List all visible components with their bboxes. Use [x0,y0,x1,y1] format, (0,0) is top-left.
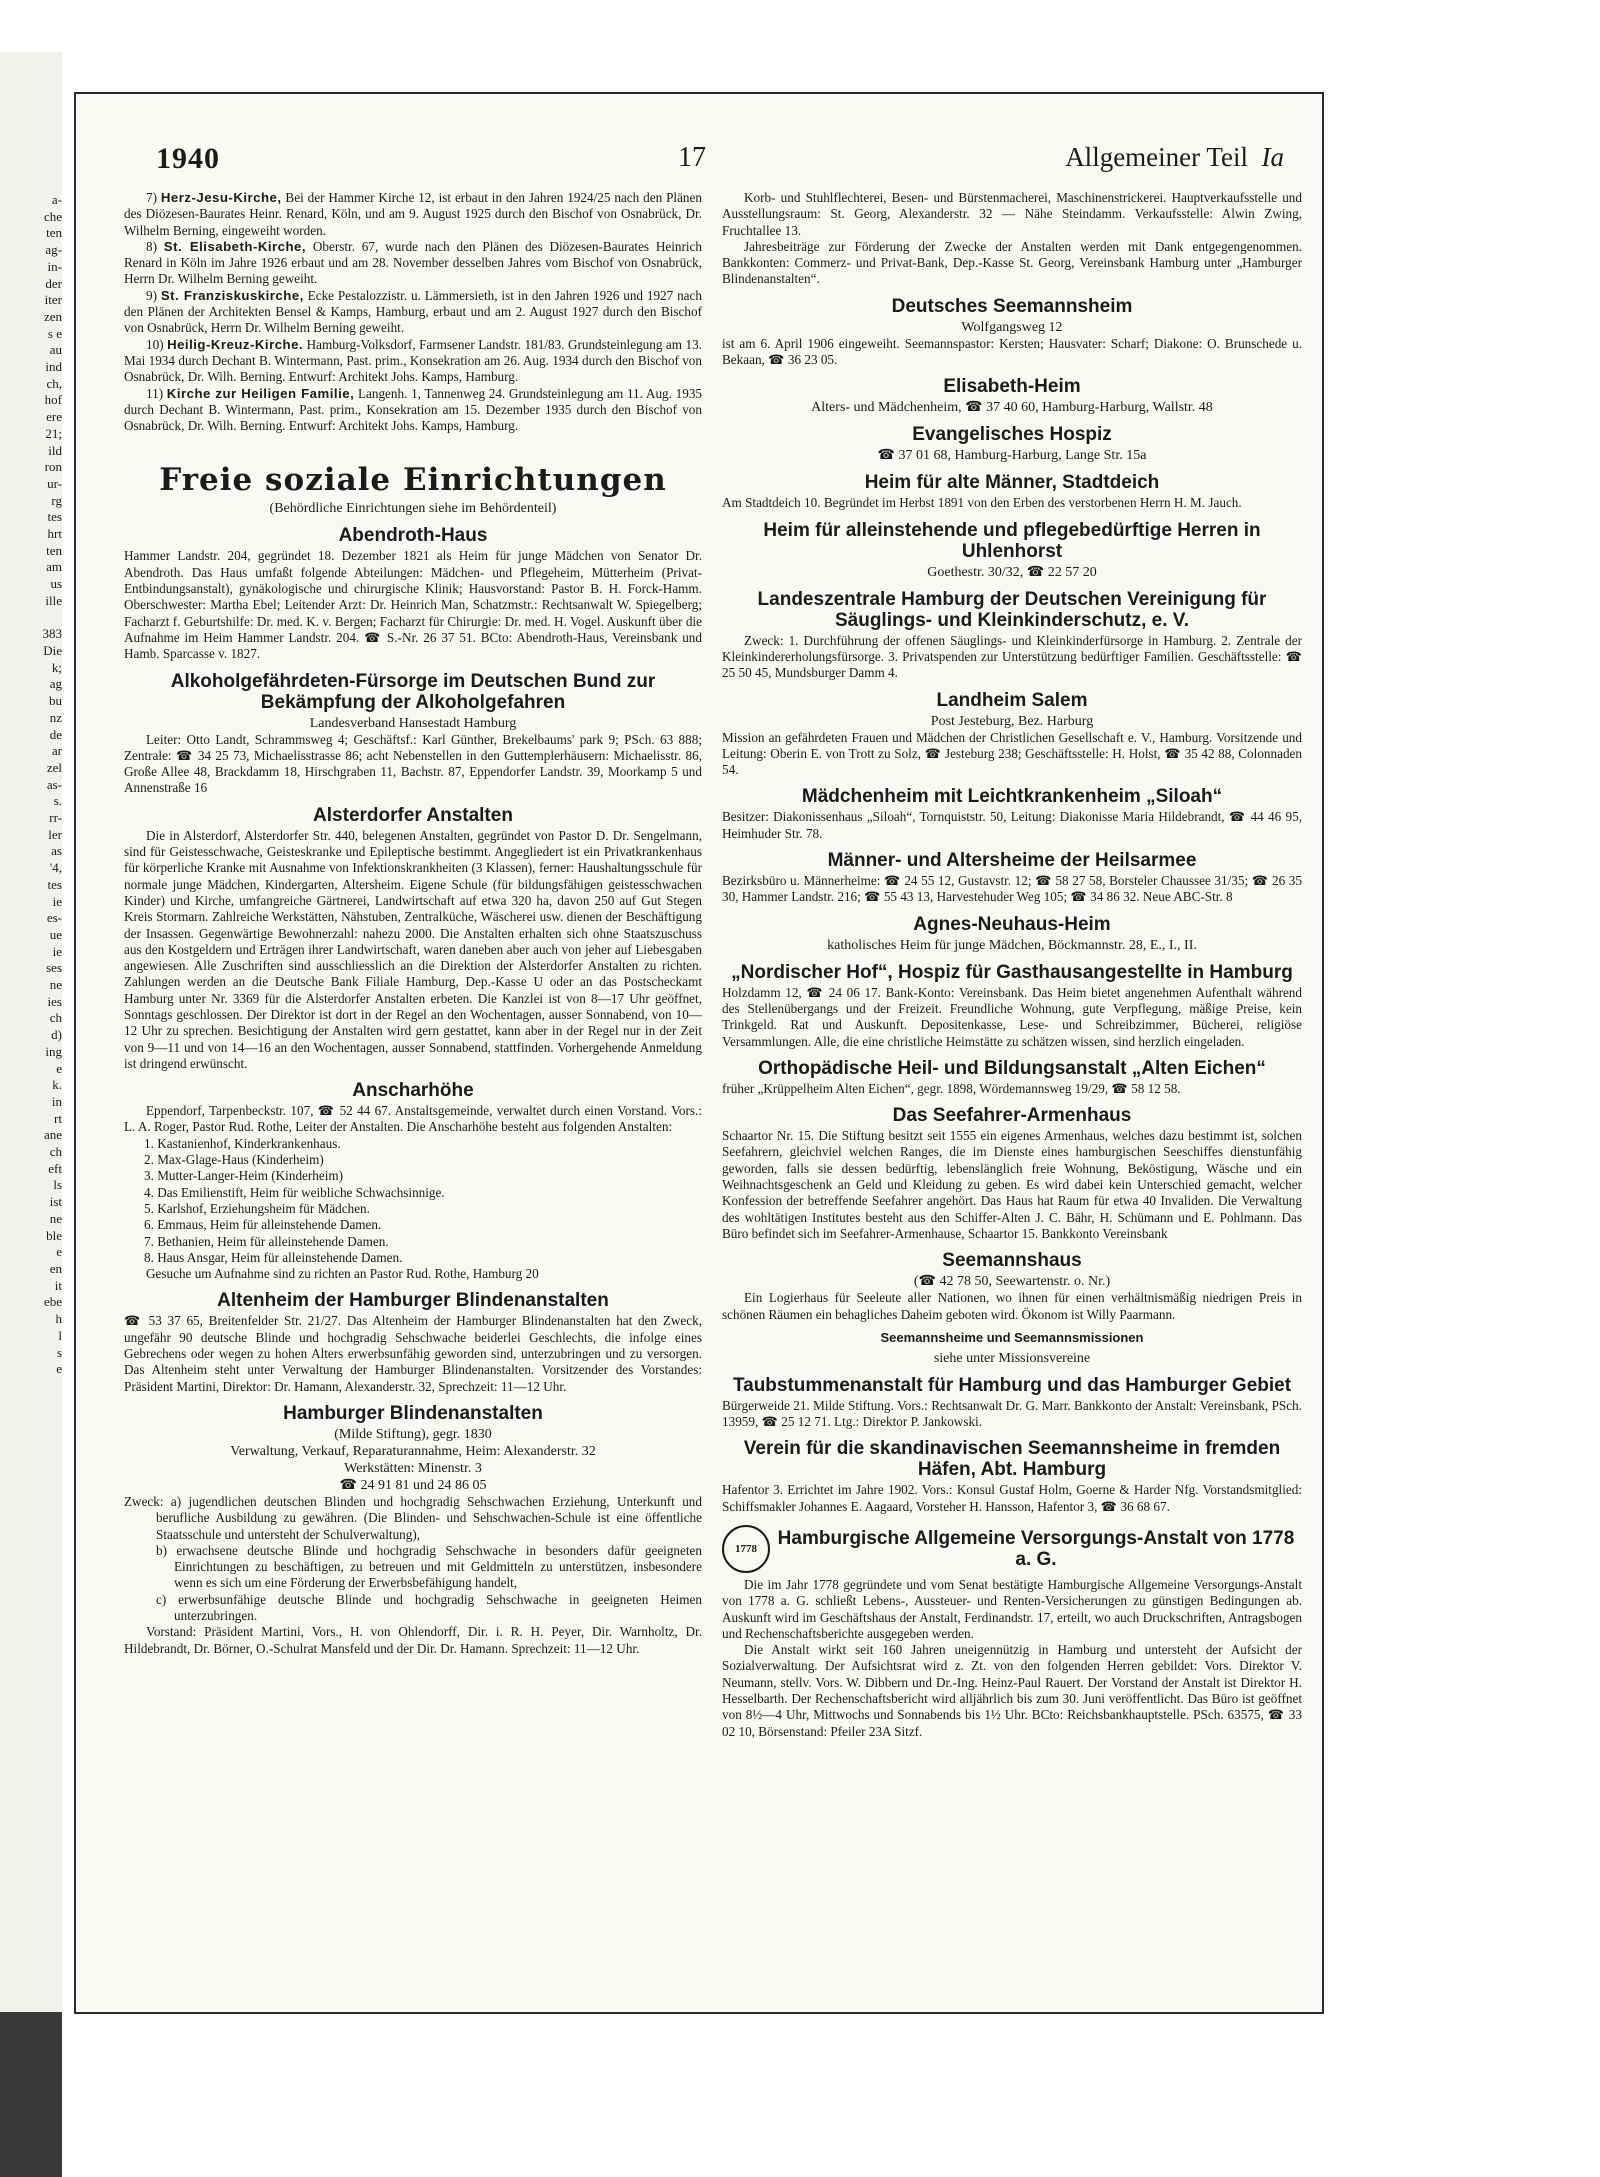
adjacent-page-fragment-line: ch, [46,375,62,391]
entry-church-7: 7) Herz-Jesu-Kirche, Bei der Hammer Kirche 12, ist erbaut in den Jahren 1924/25 nach den Plänen des Diözesen-Baurates Heinr. Renard, Köln, und am 9. August 1925 durch den Bischof von Osnabrück, Dr. Wilhelm Berning, eingeweiht worden. [124,190,702,238]
entry-title-alkohol: Alkoholgefährdeten-Fürsorge im Deutschen Bund zur Bekämpfung der Alkoholgefahren [170,670,656,713]
adjacent-page-fragment-line: ing [45,1043,62,1059]
entry-vorstand: Vorstand: Präsident Martini, Vors., H. von Ohlendorff, Dir. i. R. H. Peyer, Dir. Warnholtz, Dr. Hildebrandt, Dr. Börner, O.-Schulrat Mansfeld und der Dir. Dr. Hamann. Sprechzeit: 11—12 Uhr. [124,1624,702,1656]
adjacent-page-fragment-line: s [56,1344,62,1360]
entry-number: 8) [146,238,164,254]
entry-text-landeszentrale: Zweck: 1. Durchführung der offenen Säuglings- und Kleinkinderfürsorge in Hamburg. 2. Zentrale der Kleinkindererholungsfürsorge. 3. Privatspenden zur Unterstützung bedürftiger Familien. Geschäftsstelle: ☎ 25 50 45, Mundsburger Damm 4. [722,632,1302,681]
adjacent-page-fragment-line: ne [49,977,62,993]
entry-text-altenheim: ☎ 53 37 65, Breitenfelder Str. 21/27. Das Altenheim der Hamburger Blindenanstalten hat den Zweck, ungefähr 90 deutsche Blinde und hochgradig Sehschwache beiderlei Geschlechts, die infolge eines Gebrechens oder wegen zu hohen Alters erwerbsunfähig geworden sind, unterzubringen und zu versorgen. Das Altenheim steht unter Verwaltung der Hamburger Blindenanstalten. Vorsitzender des Vorstandes: Präsident Martini, Direktor: Dr. Hamann, Alexanderstr. 32, Sprechzeit: 11—12 Uhr. [124,1313,702,1394]
entry-title-alsterdorf: Alsterdorfer Anstalten [313,804,513,826]
adjacent-page-fragment-line: ag- [45,242,62,258]
church-name: Herz-Jesu-Kirche, [160,190,282,205]
adjacent-page-fragment-line: zel [46,759,62,775]
adjacent-page-fragment-line: h [55,1311,62,1327]
entry-continuation: Korb- und Stuhlflechterei, Besen- und Bürstenmacherei, Maschinenstrickerei. Hauptverkaufsstelle und Ausstellungsraum: St. Georg, Alexanderstr. 32 — Nähe Steindamm. Verkaufsstelle: Alwin Zwing, Fruchtallee 13. [722,190,1302,238]
entry-title-anschar: Anscharhöhe [352,1080,474,1102]
entry-text-abendroth: Hammer Landstr. 204, gegründet 18. Dezember 1821 als Heim für junge Mädchen von Senator Dr. Abendroth. Das Haus umfaßt folgende Abteilungen: Mädchen- und Pflegeheim, Mütterheim (Privat-Entbindungsanstalt), gynäkologische und chirurgische Klinik; Hausvorstand: Pastor B. H. Forck-Hamm. Oberschwester: Martha Ebel; Leitender Arzt: Dr. Heinrich Man, Schatzmstr.: Rechtsanwalt W. Spiegelberg; Facharzt f. Geburtshilfe: Dr. med. K. v. Bergen; Facharzt für Chirurgie: Dr. med. H. Vogel. Auskunft über die Aufnahme im Heim Hammer Landstr. 204. ☎ S.-Nr. 26 37 51. BCto: Abendroth-Haus, Vereinsbank und Hamb. Sparcasse v. 1827. [124,548,702,662]
section-title: Freie soziale Einrichtungen [159,462,667,499]
adjacent-page-fragment-line: in- [47,258,62,274]
entry-title-altenheim: Altenheim der Hamburger Blindenanstalten [217,1290,609,1312]
adjacent-page-fragment-line: ses [46,960,62,976]
adjacent-page-fragment-line [0,610,62,627]
entry-subtitle: siehe unter Missionsvereine [933,1350,1091,1366]
entry-text-elisabeth: Alters- und Mädchenheim, ☎ 37 40 60, Hamburg-Harburg, Wallstr. 48 [811,400,1213,416]
adjacent-page-fragment-line: eft [48,1160,62,1176]
adjacent-page-fragment-line: us [50,576,62,592]
adjacent-page-fragment-line: hof [44,392,62,408]
right-column [722,190,1302,1740]
adjacent-page-fragment-line: k. [52,1077,62,1093]
entry-text-nordischer-hof: Holzdamm 12, ☎ 24 06 17. Bank-Konto: Vereinsbank. Das Heim bietet angenehmen Aufenthalt während des Stellenübergangs und der Freizeit. Freundliche Wohnung, gute Verpflegung, mäßige Preise, kein Trinkgeld. Rat und Auskunft. Depositenkasse, Lese- und Schreibzimmer, Bücherei, religiöse Versammlungen. Alle, die eine christliche Heimstätte zu schätzen wissen, sind herzlich eingeladen. [722,984,1302,1049]
entry-title-heilsarmee: Männer- und Altersheime der Heilsarmee [827,850,1197,872]
adjacent-page-fragment-line: rr- [49,810,62,826]
entry-text-skandinavisch: Hafentor 3. Errichtet im Jahre 1902. Vors.: Konsul Gustaf Holm, Goerne & Harder Nfg. Vorstandsmitglied: Schiffsmakler Johannes E. Aagaard, Vorsteher H. Hansson, Hafentor 3, ☎ 36 68 67. [722,1482,1302,1514]
entry-church-11 [124,386,702,435]
adjacent-page-fragment-line: ind [45,359,62,375]
adjacent-page-fragment-line: e [56,1361,62,1377]
entry-subtitle: (Milde Stiftung), gegr. 1830 [334,1426,492,1442]
adjacent-page-fragment-line: ue [49,926,62,942]
list-item: 1. Kastanienhof, Kinderkrankenhaus. [144,1135,341,1151]
adjacent-page-fragment-line: ebe [43,1294,62,1310]
entry-title-salem: Landheim Salem [936,689,1088,711]
entry-title-elisabeth: Elisabeth-Heim [943,376,1081,398]
entry-title-alte-maenner: Heim für alte Männer, Stadtdeich [864,472,1160,494]
adjacent-page-fragment-line: am [46,559,62,575]
header-title-suffix: Ia [1261,142,1284,172]
entry-title-seemannsheim: Deutsches Seemannsheim [891,295,1133,317]
adjacent-page-fragment-line: ron [44,459,62,475]
entry-subtitle-alkohol: Landesverband Hansestadt Hamburg [309,715,517,731]
entry-text-siloah: Besitzer: Diakonissenhaus „Siloah“, Tornquiststr. 50, Leitung: Diakonisse Maria Hildebrandt, ☎ 44 46 95, Heimhuder Str. 78. [722,809,1302,841]
church-name: St. Franziskuskirche, [160,287,304,303]
entry-text-hospiz: ☎ 37 01 68, Hamburg-Harburg, Lange Str. 15a [877,448,1147,464]
header-title [1065,142,1284,173]
entry-text-versorgung: Die Anstalt wirkt seit 160 Jahren uneigennützig in Hamburg und untersteht der Aufsicht der Sozialverwaltung. Der Aufsichtsrat wird z. Zt. von den folgenden Herren gebildet: Vors. Direktor V. Neumann, stellv. Vors. W. Dibbern und Dr.-Ing. Heinz-Paul Rauert. Der Vorstand der Anstalt ist Direktor H. Hesselbarth. Der Rechenschaftsbericht wird alljährlich bis zum 30. Juni veröffentlicht. Das Büro ist geöffnet von 8½—4 Uhr, Mittwochs und Sonnabends bis 1½ Uhr. BCto: Reichsbankhauptstelle. PSch. 63575, ☎ 33 02 10, Börsenstand: Pfeiler 23A Sitzf. [722,1642,1302,1739]
adjacent-page-fragment-line: ble [46,1227,62,1243]
adjacent-page-fragment-line: ar [51,743,62,759]
versorgung-heading [722,1525,1302,1573]
entry-text-alsterdorf: Die in Alsterdorf, Alsterdorfer Str. 440, belegenen Anstalten, gegründet von Pastor D. Dr. Sengelmann, sind für Geistesschwache, Geisteskranke und Epileptische bestimmt. Angegliedert ist ein Privatkrankenhaus für körperliche Kranke mit Ausnahme von Infektionskrankheiten (3 Klassen), ferner: Haushaltungsschule für normale junge Mädchen, Kindergarten, Altersheim. Eigene Schule (für bildungsfähigen geistesschwachen Kinder) und Kirche, umfangreiche Gärtnerei, Landwirtschaft auf etwa 320 ha, davon 250 auf Gut Stegen Kreis Stormarn. Zahlreiche Werkstätten, Nähstuben, Zentralküche, Wäscherei usw. dienen der Beschäftigung der Insassen. Gegenwärtige Bewohnerzahl: nahezu 2000. Die Anstalten erhalten sich ohne Staatszuschuss aus den Kostgeldern und Erträgen ihrer Landwirtschaft, waren daneben aber auch von jeher auf Liebesgaben angewiesen. Alle Zuschriften sind ausschliesslich an die Direktion der Alsterdorfer Anstalten zu richten. Zahlungen werden an die Deutsche Bank Filiale Hamburg, Dep.-Kasse U oder an das Postscheckamt Hamburg unter Nr. 3369 für die Alsterdorfer Anstalten erbeten. Die Kanzlei ist von 8—17 Uhr geöffnet, Sonntags geschlossen. Der Direktor ist dort in der Regel an den Wochentagen, ausser Sonnabend, von 10—12 Uhr zu sprechen. Besichtigung der Anstalten wird gern gestattet, kann aber in der Regel nur in der Zeit von 9—11 und von 14—16 an den Wochentagen, ausser Sonnabend, stattfinden. Vorhergehende Anmeldung ist dringend erwünscht. [124,827,702,1071]
adjacent-page-fragment-line: ist [49,1194,62,1210]
entry-title-agnes: Agnes-Neuhaus-Heim [913,913,1111,935]
page-header [156,142,1306,182]
entry-number: 9) [146,287,161,303]
entry-zweck: b) erwachsene deutsche Blinde und hochgradig Sehschwache in besonders dafür geeigneten Einrichtungen zu beschäftigen, zu betreuen und mit Geldmitteln zu unterstützen, insbesondere wenn es sich um eine Förderung der Erwerbsbefähigung handelt, [156,1542,702,1591]
adjacent-page-fragment-line: au [49,342,62,358]
list-item: 3. Mutter-Langer-Heim (Kinderheim) [144,1168,344,1184]
entry-church-9 [124,288,702,337]
entry-title-seemannshaus: Seemannshaus [942,1250,1082,1272]
adjacent-page-fragment-line: ere [46,409,62,425]
adjacent-page-fragment-line: ch [49,1144,62,1160]
adjacent-page-fragment-line: ten [46,542,62,558]
adjacent-page-fragment-line: '4, [49,860,62,876]
entry-footer-anschar: Gesuche um Aufnahme sind zu richten an Pastor Rud. Rothe, Hamburg 20 [146,1266,539,1282]
entry-text: Bei der Hammer Kirche 12, ist erbaut in den Jahren 1924/25 nach den Plänen des Diözesen-Baurates Heinr. Renard, Köln, und am 9. August 1925 durch den Bischof von Osnabrück, Dr. Wilhelm Berning, eingeweiht worden. [124,190,702,238]
adjacent-page-fragment-line: ie [52,943,62,959]
entry-subtitle: Verwaltung, Verkauf, Reparaturannahme, Heim: Alexanderstr. 32 [230,1443,596,1459]
entry-continuation: Jahresbeiträge zur Förderung der Zwecke der Anstalten werden mit Dank entgegengenommen. Bankkonten: Commerz- und Privat-Bank, Dep.-Kasse St. Georg, Vereinsbank Hamburg unter „Hamburger Blindenanstalten“. [722,238,1302,287]
entry-text-seemannshaus: Ein Logierhaus für Seeleute aller Nationen, wo ihnen für einen verhältnismäßig niedrigen Preis in schönen Räumen ein behagliches Daheim geboten wird. Ökonom ist Willy Paarmann. [722,1290,1302,1322]
list-item: 7. Bethanien, Heim für alleinstehende Damen. [144,1233,389,1249]
section-subtitle: (Behördliche Einrichtungen siehe im Behördenteil) [269,501,557,517]
adjacent-page-fragment-line: zen [43,308,62,324]
adjacent-page-fragment-line: es- [46,910,62,926]
church-name: St. Elisabeth-Kirche, [163,238,307,254]
header-year: 1940 [156,142,220,175]
adjacent-page-fragment-line: ie [52,893,62,909]
adjacent-page-fragment-line: it [54,1277,62,1293]
entry-title-nordischer-hof: „Nordischer Hof“, Hospiz für Gasthausangestellte in Hamburg [731,961,1293,983]
adjacent-page-fragment-line: s e [47,325,62,341]
anschar-list [124,1136,702,1266]
entry-title-alten-eichen: Orthopädische Heil- und Bildungsanstalt „Alten Eichen“ [758,1057,1266,1079]
entry-zweck: c) erwerbsunfähige deutsche Blinde und hochgradig Sehschwache in geeigneten Heimen unterzubringen. [156,1591,702,1623]
adjacent-page-fragment-line: rg [51,492,62,508]
entry-title-taubstummen: Taubstummenanstalt für Hamburg und das Hamburger Gebiet [732,1374,1292,1396]
adjacent-page-fragment-line: bu [49,693,62,709]
adjacent-page-fragment-line: de [49,726,62,742]
adjacent-page-fragment-line: nz [49,709,62,725]
adjacent-page-fragment-line: k; [51,659,62,675]
entry-number: 11) [146,385,167,401]
adjacent-page-fragment-line: as- [46,776,62,792]
adjacent-page-fragment-line: tes [47,876,62,892]
adjacent-page-fragment-line: e [56,1060,62,1076]
adjacent-page-fragment-line: ls [53,1177,62,1193]
entry-text-uhlenhorst: Goethestr. 30/32, ☎ 22 57 20 [927,564,1097,580]
entry-text-taubstummen: Bürgerweide 21. Milde Stiftung. Vors.: Rechtsanwalt Dr. G. Marr. Bankkonto der Anstalt: Vereinsbank, PSch. 13959, ☎ 25 12 71. Ltg.: Direktor P. Jankowski. [722,1397,1302,1430]
list-item: 2. Max-Glage-Haus (Kinderheim) [144,1152,324,1168]
entry-text-alte-maenner: Am Stadtdeich 10. Begründet im Herbst 1891 von den Erben des verstorbenen Herrn H. M. Jauch. [722,495,1242,511]
entry-number: 10) [146,336,168,352]
list-item: 4. Das Emilienstift, Heim für weibliche Schwachsinnige. [144,1184,445,1200]
adjacent-page-fragment-line: 383 [42,626,62,642]
list-item: 8. Haus Ansgar, Heim für alleinstehende Damen. [144,1249,403,1265]
church-name: Heilig-Kreuz-Kirche. [167,336,304,352]
entry-title-siloah: Mädchenheim mit Leichtkrankenheim „Siloah“ [801,786,1223,808]
list-item: 5. Karlshof, Erziehungsheim für Mädchen. [144,1200,370,1216]
page-number: 17 [678,142,706,173]
adjacent-page-fragment-line: iter [44,292,62,308]
entry-text: Oberstr. 67, wurde nach den Plänen des Diözesen-Baurates Heinrich Renard in Köln im Jahre 1926 erbaut und am 28. November desselben Jahres vom Bischof von Osnabrück, Herrn Dr. Wilhelm Berning geweiht. [124,238,702,287]
entry-title-skandinavisch: Verein für die skandinavischen Seemannsheime in fremden Häfen, Abt. Hamburg [743,1438,1281,1481]
adjacent-page-fragment-line: a- [51,192,62,207]
entry-title-abendroth: Abendroth-Haus [338,525,488,547]
entry-text-alkohol: Leiter: Otto Landt, Schrammsweg 4; Geschäftsf.: Karl Günther, Brekelbaums' park 9; PSch. 63 888; Zentrale: ☎ 34 25 73, Michaelisstrasse 86; acht Nebenstellen in den Guttemplerhäusern: Michaelisstr. 86, Große Allee 48, Brackdamm 18, Hirschgraben 11, Bachstr. 87, Eppendorfer Landstr. 39, Moorkamp 5 und Annenstraße 16 [124,731,702,796]
adjacent-page-fragment-line: 21; [45,425,62,441]
entry-title-uhlenhorst: Heim für alleinstehende und pflegebedürftige Herren in Uhlenhorst [763,519,1261,562]
entry-subtitle: ☎ 24 91 81 und 24 86 05 [339,1477,487,1493]
adjacent-page-fragment-line: d) [51,1027,62,1043]
church-name: Kirche zur Heiligen Familie, [166,385,355,401]
adjacent-page-fragment-line: ler [48,826,62,842]
entry-subtitle: Post Jesteburg, Bez. Harburg [930,713,1094,729]
adjacent-page-fragment-line: tes [47,509,62,525]
adjacent-page-fragment-line: ild [48,442,62,458]
adjacent-page-fragment-line: ten [46,225,62,241]
adjacent-page-fragment-line: che [43,208,62,224]
entry-text-agnes: katholisches Heim für junge Mädchen, Böckmannstr. 28, E., I., II. [827,937,1197,953]
document-page [74,92,1324,2014]
adjacent-page-fragment-line: e [56,1244,62,1260]
entry-text: Hamburg-Volksdorf, Farmsener Landstr. 181/83. Grundsteinlegung am 13. Mai 1934 durch Dechant B. Wintermann, Past. prim., Konsekration am 26. Aug. 1934 durch den Bischof von Osnabrück, Dr. Wilh. Berning. Entwurf: Architekt Johs. Kamps, Hamburg. [124,336,702,385]
adjacent-page-fragment-line: ane [43,1127,62,1143]
list-item: 6. Emmaus, Heim für alleinstehende Damen. [144,1217,382,1233]
adjacent-page-fragment-line: s. [53,793,62,809]
entry-text: Langenh. 1, Tannenweg 24. Grundsteinlegung am 11. Aug. 1935 durch Dechant B. Wintermann, Past. prim., Konsekration am 15. Dezember 1935 durch den Bischof von Osnabrück, Dr. Wilh. Berning. Entwurf: Architekt Johs. Kamps, Hamburg. [124,385,703,434]
entry-title-hospiz: Evangelisches Hospiz [912,424,1112,446]
entry-text-heilsarmee: Bezirksbüro u. Männerheime: ☎ 24 55 12, Gustavstr. 12; ☎ 58 27 58, Borsteler Chaussee 31/35; ☎ 26 35 30, Hammer Landstr. 216; ☎ 55 43 13, Harvestehuder Weg 105; ☎ 34 86 32. Neue ABC-Str. 8 [722,873,1302,905]
entry-subtitle: Wolfgangsweg 12 [961,319,1063,335]
adjacent-page-fragment-line: as [51,843,62,859]
adjacent-page-fragment-line: in [51,1093,62,1109]
entry-text-seefahrer: Schaartor Nr. 15. Die Stiftung besitzt seit 1555 ein eigenes Armenhaus, welches dazu bestimmt ist, solchen Seefahrern, gleichviel welchen Ranges, die im Dienste eines hamburgischen Seeschiffes dienstunfähig geworden, falls sie dessen bedürftig, lebenslänglich freie Wohnung, Beköstigung, Wäsche und ein Weihnachtsgeschenk an Geld und Kleidung zu geben. Es wird dabei kein Unterschied gemacht, welcher Konfession der betreffende Seefahrer angehört. Das Haus hat Raum für etwa 40 Invaliden. Die Verwaltung des wohltätigen Institutes besteht aus den Schiffer-Alten J. C. Bähr, H. Schümann und E. Pohlmann. Das Büro befindet sich im Seefahrer-Armenhause, Schaartor 15. Bankkonto Vereinsbank [722,1128,1302,1241]
adjacent-page-fragment-line: en [49,1261,62,1276]
entry-title-blinden: Hamburger Blindenanstalten [283,1402,543,1424]
entry-subtitle: (☎ 42 78 50, Seewartenstr. o. Nr.) [913,1274,1111,1290]
adjacent-page-fragment-line: l [58,1327,62,1343]
entry-text-anschar: Eppendorf, Tarpenbeckstr. 107, ☎ 52 44 67. Anstaltsgemeinde, verwaltet durch einen Vorstand. Vors.: L. A. Roger, Pastor Rud. Rothe, Leiter der Anstalten. Die Anscharhöhe besteht aus folgenden Anstalten: [124,1103,702,1135]
entry-text-salem: Mission an gefährdeten Frauen und Mädchen der Christlichen Gesellschaft e. V., Hamburg. Vorsitzende und Leitung: Oberin E. von Trott zu Solz, ☎ Jesteburg 238; Geschäftsstelle: H. Holst, ☎ 35 42 88, Colonnaden 54. [722,729,1302,778]
entry-title-seefahrer: Das Seefahrer-Armenhaus [892,1105,1132,1127]
entry-subtitle: Werkstätten: Minenstr. 3 [344,1460,482,1476]
entry-zweck: Zweck: a) jugendlichen deutschen Blinden und hochgradig Sehschwachen Erziehung, Unterkunft und berufliche Ausbildung zu gewähren. (Die Blinden- und Sehschwachen-Schule ist eine öffentliche Staatsschule und untersteht der Schulverwaltung), [124,1493,702,1542]
adjacent-page-fragment-line: ille [45,592,62,608]
scan-top-margin [0,0,1600,52]
entry-text-versorgung: Die im Jahr 1778 gegründete und vom Senat bestätigte Hamburgische Allgemeine Versorgungs-Anstalt von 1778 a. G. schließt Lebens-, Aussteuer- und Renten-Versicherungen zu günstigen Bedingungen ab. Auskunft wird im Geschäftshaus der Anstalt, Ferdinandstr. 17, erteilt, wo auch Druckschriften, Antragsbogen und Rechenschaftsberichte ausgegeben werden. [722,1576,1302,1641]
adjacent-page-fragment-line: hrt [47,526,62,542]
adjacent-page-fragment [0,52,62,2012]
left-column [124,190,702,1657]
adjacent-page-fragment-line: Die [43,642,62,658]
adjacent-page-fragment-line: rt [54,1110,62,1126]
entry-text: Ecke Pestalozzistr. u. Lämmersieth, ist in den Jahren 1926 und 1927 nach den Plänen der Architekten Bensel & Kamps, Hamburg, erbaut und am 2. August 1927 durch den Bischof von Osnabrück, Herrn Dr. Wilhelm Berning geweiht. [124,287,702,336]
adjacent-page-fragment-line: ies [47,993,62,1009]
entry-text-alten-eichen: früher „Krüppelheim Alten Eichen“, gegr. 1898, Wördemannsweg 19/29, ☎ 58 12 58. [722,1080,1181,1096]
entry-title-versorgung: Hamburgische Allgemeine Versorgungs-Anstalt von 1778 a. G. [777,1527,1295,1570]
entry-text-seemannsheim: ist am 6. April 1906 eingeweiht. Seemannspastor: Kersten; Hausvater: Scharf; Diakone: O. Brunschede u. Bekaan, ☎ 36 23 05. [722,335,1302,368]
entry-title-missionen: Seemannsheime und Seemannsmissionen [880,1329,1144,1345]
adjacent-page-text [0,192,62,1378]
adjacent-page-fragment-line: der [45,275,62,291]
adjacent-page-fragment-line: ur- [47,475,62,491]
adjacent-page-fragment-line: ch [49,1010,62,1026]
header-title-text: Allgemeiner Teil [1065,142,1248,172]
entry-church-8 [124,239,702,288]
seal-logo-icon: 1778 [722,1525,770,1573]
adjacent-page-fragment-line: ne [49,1210,62,1226]
adjacent-page-fragment-line: ag [49,676,62,692]
entry-church-10 [124,337,702,386]
entry-title-landeszentrale: Landeszentrale Hamburg der Deutschen Vereinigung für Säuglings- und Kleinkinderschutz, e. V. [757,588,1267,631]
